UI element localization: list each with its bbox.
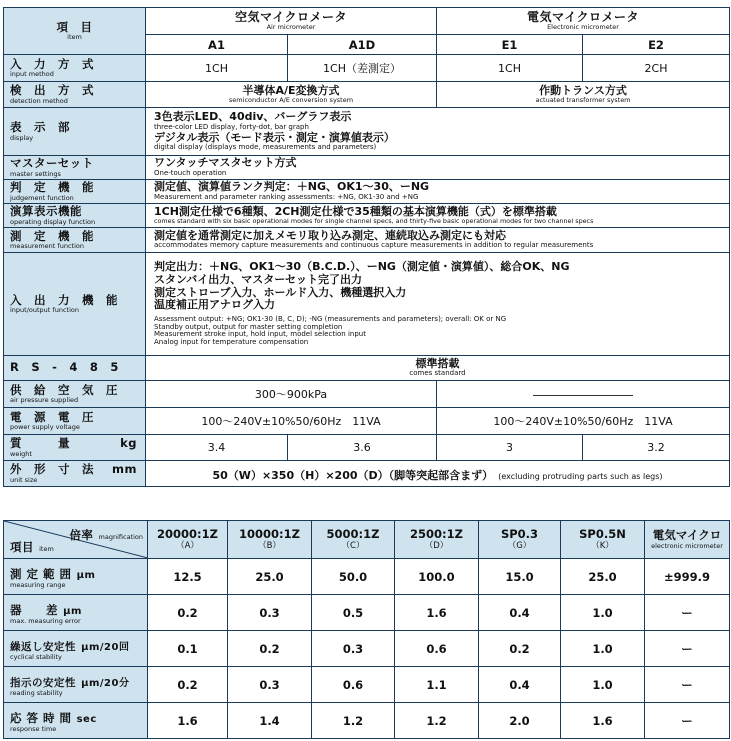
mag-cell: 1.2	[395, 703, 479, 739]
mag-cell: 1.4	[228, 703, 312, 739]
mag-cell: 12.5	[148, 559, 228, 595]
item-header: 項 目 item	[4, 8, 146, 55]
mag-cell: 1.6	[561, 703, 645, 739]
mag-cell: ー	[645, 703, 730, 739]
mag-row-label-reading: 指示の安定性 μm/20分 reading stability	[4, 667, 148, 703]
detection-elec: 作動トランス方式 actuated transformer system	[437, 82, 730, 108]
row-label-measurement: 測 定 機 能 measurement function	[4, 228, 146, 253]
mag-cell: 0.4	[479, 595, 561, 631]
col-electronic: 電気マイクロ electronic micrometer	[645, 521, 730, 559]
mag-row-label-response: 応 答 時 間 sec response time	[4, 703, 148, 739]
mag-cell: 1.1	[395, 667, 479, 703]
mag-cell: 0.3	[312, 631, 395, 667]
col-2500: 2500:1Z （D）	[395, 521, 479, 559]
model-a1d: A1D	[288, 35, 437, 55]
mag-cell: 25.0	[228, 559, 312, 595]
mag-cell: 1.0	[561, 595, 645, 631]
row-label-display: 表 示 部 display	[4, 108, 146, 156]
mag-cell: 1.0	[561, 667, 645, 703]
mag-cell: 50.0	[312, 559, 395, 595]
col-10000: 10000:1Z （B）	[228, 521, 312, 559]
weight-a1d: 3.6	[288, 435, 437, 461]
mag-cell: 100.0	[395, 559, 479, 595]
air-pressure-value: 300〜900kPa	[146, 381, 437, 408]
mag-cell: 15.0	[479, 559, 561, 595]
size-value: 50（W）×350（H）×200（D）（脚等突起部含まず） (excluding protruding parts such as legs)	[146, 461, 730, 487]
magnification-table	[3, 520, 730, 739]
weight-a1: 3.4	[146, 435, 288, 461]
io-value: 判定出力：＋NG、OK1〜30（B.C.D.）、ーNG（測定値・演算値）、総合OK、NG スタンバイ出力、マスターセット完了出力 測定ストローブ入力、ホールド入力、機種選択入力 温度補正用アナログ入力 Assessment output: +NG; OK1-30 (B, C, D); -NG (measurements and parameters); overall: OK or NG Standby output, output for master setting completion Measurement stroke input, hold input, model selection input Analog input for temperature compensation	[146, 253, 730, 356]
mag-cell: 0.2	[148, 667, 228, 703]
mag-cell: 0.3	[228, 595, 312, 631]
model-e1: E1	[437, 35, 583, 55]
mag-cell: 0.2	[479, 631, 561, 667]
mag-cell: ー	[645, 667, 730, 703]
col-sp03: SP0.3 （G）	[479, 521, 561, 559]
power-air: 100〜240V±10%50/60Hz 11VA	[146, 408, 437, 435]
electronic-micrometer-header: 電気マイクロメータ Electronic micrometer	[437, 8, 730, 35]
mag-cell: ±999.9	[645, 559, 730, 595]
row-label-operating-display: 演算表示機能 operating display function	[4, 204, 146, 228]
mag-cell: 1.0	[561, 631, 645, 667]
air-micrometer-header: 空気マイクロメータ Air micrometer	[146, 8, 437, 35]
mag-cell: 25.0	[561, 559, 645, 595]
mag-cell: 1.6	[395, 595, 479, 631]
measurement-value: 測定値を通常測定に加えメモリ取り込み測定、連続取込み測定にも対応 accommodates memory capture measurements and continuous capture measurements in addition to regular measurements	[146, 228, 730, 253]
col-20000: 20000:1Z （A）	[148, 521, 228, 559]
display-value: 3色表示LED、40div、バーグラフ表示 three-color LED display, forty-dot, bar graph デジタル表示（モード表示・測定・演算値表示） digital display (displays mode, measurements and parameters)	[146, 108, 730, 156]
weight-e1: 3	[437, 435, 583, 461]
row-label-power: 電 源 電 圧 power supply voltage	[4, 408, 146, 435]
mag-row-label-cyclical: 繰返し安定性 μm/20回 cyclical stability	[4, 631, 148, 667]
mag-row-label-error: 器 差 μm max. measuring error	[4, 595, 148, 631]
input-e2: 2CH	[583, 55, 730, 82]
weight-e2: 3.2	[583, 435, 730, 461]
mag-cell: 0.5	[312, 595, 395, 631]
mag-cell: 1.2	[312, 703, 395, 739]
col-sp05n: SP0.5N （K）	[561, 521, 645, 559]
rs485-value: 標準搭載 comes standard	[146, 356, 730, 381]
row-label-size: 外 形 寸 法 mm unit size	[4, 461, 146, 487]
mag-cell: 2.0	[479, 703, 561, 739]
air-pressure-elec	[437, 381, 730, 408]
model-e2: E2	[583, 35, 730, 55]
operating-display-value: 1CH測定仕様で6種類、2CH測定仕様で35種類の基本演算機能（式）を標準搭載 comes standard with six basic operational modes for single channel specs, and thirty-five basic operational modes for two channel specs	[146, 204, 730, 228]
row-label-master-settings: マスターセット master settings	[4, 156, 146, 180]
input-a1d: 1CH（差測定）	[288, 55, 437, 82]
row-label-io: 入 出 力 機 能 input/output function	[4, 253, 146, 356]
row-label-detection-method: 検 出 方 式 detection method	[4, 82, 146, 108]
corner-header: 倍率 magnification 項目 item	[4, 521, 148, 559]
input-a1: 1CH	[146, 55, 288, 82]
mag-cell: 0.2	[228, 631, 312, 667]
judgement-value: 測定値、演算値ランク判定：＋NG、OK1〜30、ーNG Measurement and parameter ranking assessments: +NG, OK1-30 and +NG	[146, 180, 730, 204]
mag-cell: 0.4	[479, 667, 561, 703]
mag-cell: 0.6	[312, 667, 395, 703]
row-label-weight: 質 量 kg weight	[4, 435, 146, 461]
model-a1: A1	[146, 35, 288, 55]
mag-cell: 0.3	[228, 667, 312, 703]
mag-cell: ー	[645, 631, 730, 667]
spec-table	[3, 7, 730, 487]
row-label-air-pressure: 供 給 空 気 圧 air pressure supplied	[4, 381, 146, 408]
not-applicable-dash	[533, 395, 633, 396]
mag-cell: 0.6	[395, 631, 479, 667]
mag-cell: 0.1	[148, 631, 228, 667]
row-label-input-method: 入 力 方 式 input method	[4, 55, 146, 82]
mag-cell: ー	[645, 595, 730, 631]
input-e1: 1CH	[437, 55, 583, 82]
master-value: ワンタッチマスタセット方式 One-touch operation	[146, 156, 730, 180]
detection-air: 半導体A/E変換方式 semiconductor A/E conversion system	[146, 82, 437, 108]
row-label-rs485: R S - 4 8 5	[4, 356, 146, 381]
mag-cell: 1.6	[148, 703, 228, 739]
mag-cell: 0.2	[148, 595, 228, 631]
row-label-judgement: 判 定 機 能 judgement function	[4, 180, 146, 204]
col-5000: 5000:1Z （C）	[312, 521, 395, 559]
power-elec: 100〜240V±10%50/60Hz 11VA	[437, 408, 730, 435]
mag-row-label-range: 測 定 範 囲 μm measuring range	[4, 559, 148, 595]
